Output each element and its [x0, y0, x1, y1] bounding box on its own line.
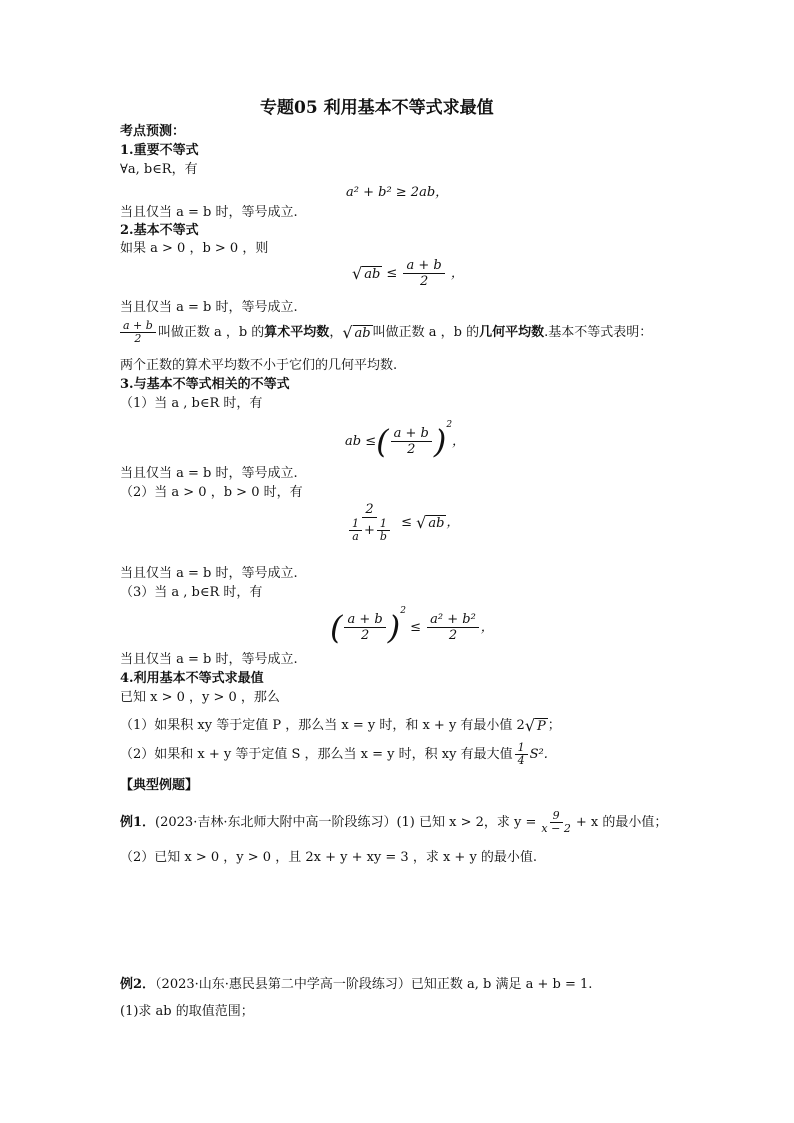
section-3-equality-1: 当且仅当 a = b 时，等号成立. [120, 466, 298, 481]
section-3-equality-3: 当且仅当 a = b 时，等号成立. [120, 652, 298, 667]
section-3-equality-2: 当且仅当 a = b 时，等号成立. [120, 566, 298, 581]
section-2-heading: 2.基本不等式 [120, 223, 199, 238]
section-4-heading: 4.利用基本不等式求最值 [120, 671, 264, 686]
section-3-case-1: （1）当 a , b∈R 时，有 [120, 396, 263, 411]
sqrt-ab-def: √ ab [342, 322, 371, 342]
section-3-formula-1: ab ≤( $\frac{a + b}{2}$ )$^2$， [345, 420, 466, 461]
section-1-condition: ∀a, b∈R，有 [120, 162, 198, 177]
section-2-conclusion: 两个正数的算术平均数不小于它们的几何平均数. [120, 358, 398, 373]
section-1-equality: 当且仅当 a = b 时，等号成立. [120, 205, 298, 220]
harmonic-mean-fraction: 2 $\frac{1}{a}$ + $\frac{1}{b}$ [344, 502, 395, 543]
section-4-item-2: （2）如果和 x + y 等于定值 S ，那么当 x = y 时，积 xy 有最大值 $\frac{1}{4}$ S². [120, 741, 548, 767]
section-3-formula-2: 2 $\frac{1}{a}$ + $\frac{1}{b}$ ≤ √ ab ， [342, 502, 459, 543]
section-label-kaodian: 考点预测： [120, 124, 186, 139]
sqrt-ab: √ ab [352, 263, 381, 283]
example-1: 例1．(2023·吉林·东北师大附中高一阶段练习）(1) 已知 x > 2，求 y = $\frac{9}{x - 2}$ + x 的最小值； [120, 809, 668, 835]
fraction-a-plus-b-over-2: $\frac{a + b}{2}$ [403, 258, 444, 289]
section-3-formula-3: ( $\frac{a + b}{2}$ )$^2$ ≤ $\frac{\text{a² + b²}}{2}$ ， [330, 606, 494, 647]
page-title: 专题05 利用基本不等式求最值 [260, 98, 494, 118]
section-1-formula: a² + b² ≥ 2ab， [346, 185, 449, 200]
example-2: 例2．（2023·山东·惠民县第二中学高一阶段练习）已知正数 a, b 满足 a + b = 1. [120, 977, 593, 992]
section-4-item-1: （1）如果积 xy 等于定值 P ，那么当 x = y 时，和 x + y 有最小值 2 √ P ； [120, 715, 561, 735]
fraction-am: $\frac{a + b}{2}$ [120, 320, 156, 345]
section-2-condition: 如果 a > 0 ，b > 0 ，则 [120, 241, 269, 256]
section-4-condition: 已知 x > 0 ，y > 0 ，那么 [120, 690, 280, 705]
section-2-formula: √ ab ≤ $\frac{a + b}{2}$ ， [352, 258, 464, 289]
section-label-examples: 【典型例题】 [120, 778, 199, 793]
example-1-part-2: （2）已知 x > 0 ，y > 0 ，且 2x + y + xy = 3 ，求 x + y 的最小值. [120, 850, 538, 865]
section-2-equality: 当且仅当 a = b 时，等号成立. [120, 300, 298, 315]
section-2-definition: $\frac{a + b}{2}$ 叫做正数 a ，b 的算术平均数， √ ab 叫做正数 a ，b 的几何平均数.基本不等式表明： [118, 320, 652, 345]
section-1-heading: 1.重要不等式 [120, 143, 199, 158]
section-3-heading: 3.与基本不等式相关的不等式 [120, 377, 290, 392]
example-2-part-1: (1)求 ab 的取值范围； [120, 1004, 254, 1019]
section-3-case-2: （2）当 a > 0 ，b > 0 时，有 [120, 485, 303, 500]
section-3-case-3: （3）当 a , b∈R 时，有 [120, 585, 263, 600]
